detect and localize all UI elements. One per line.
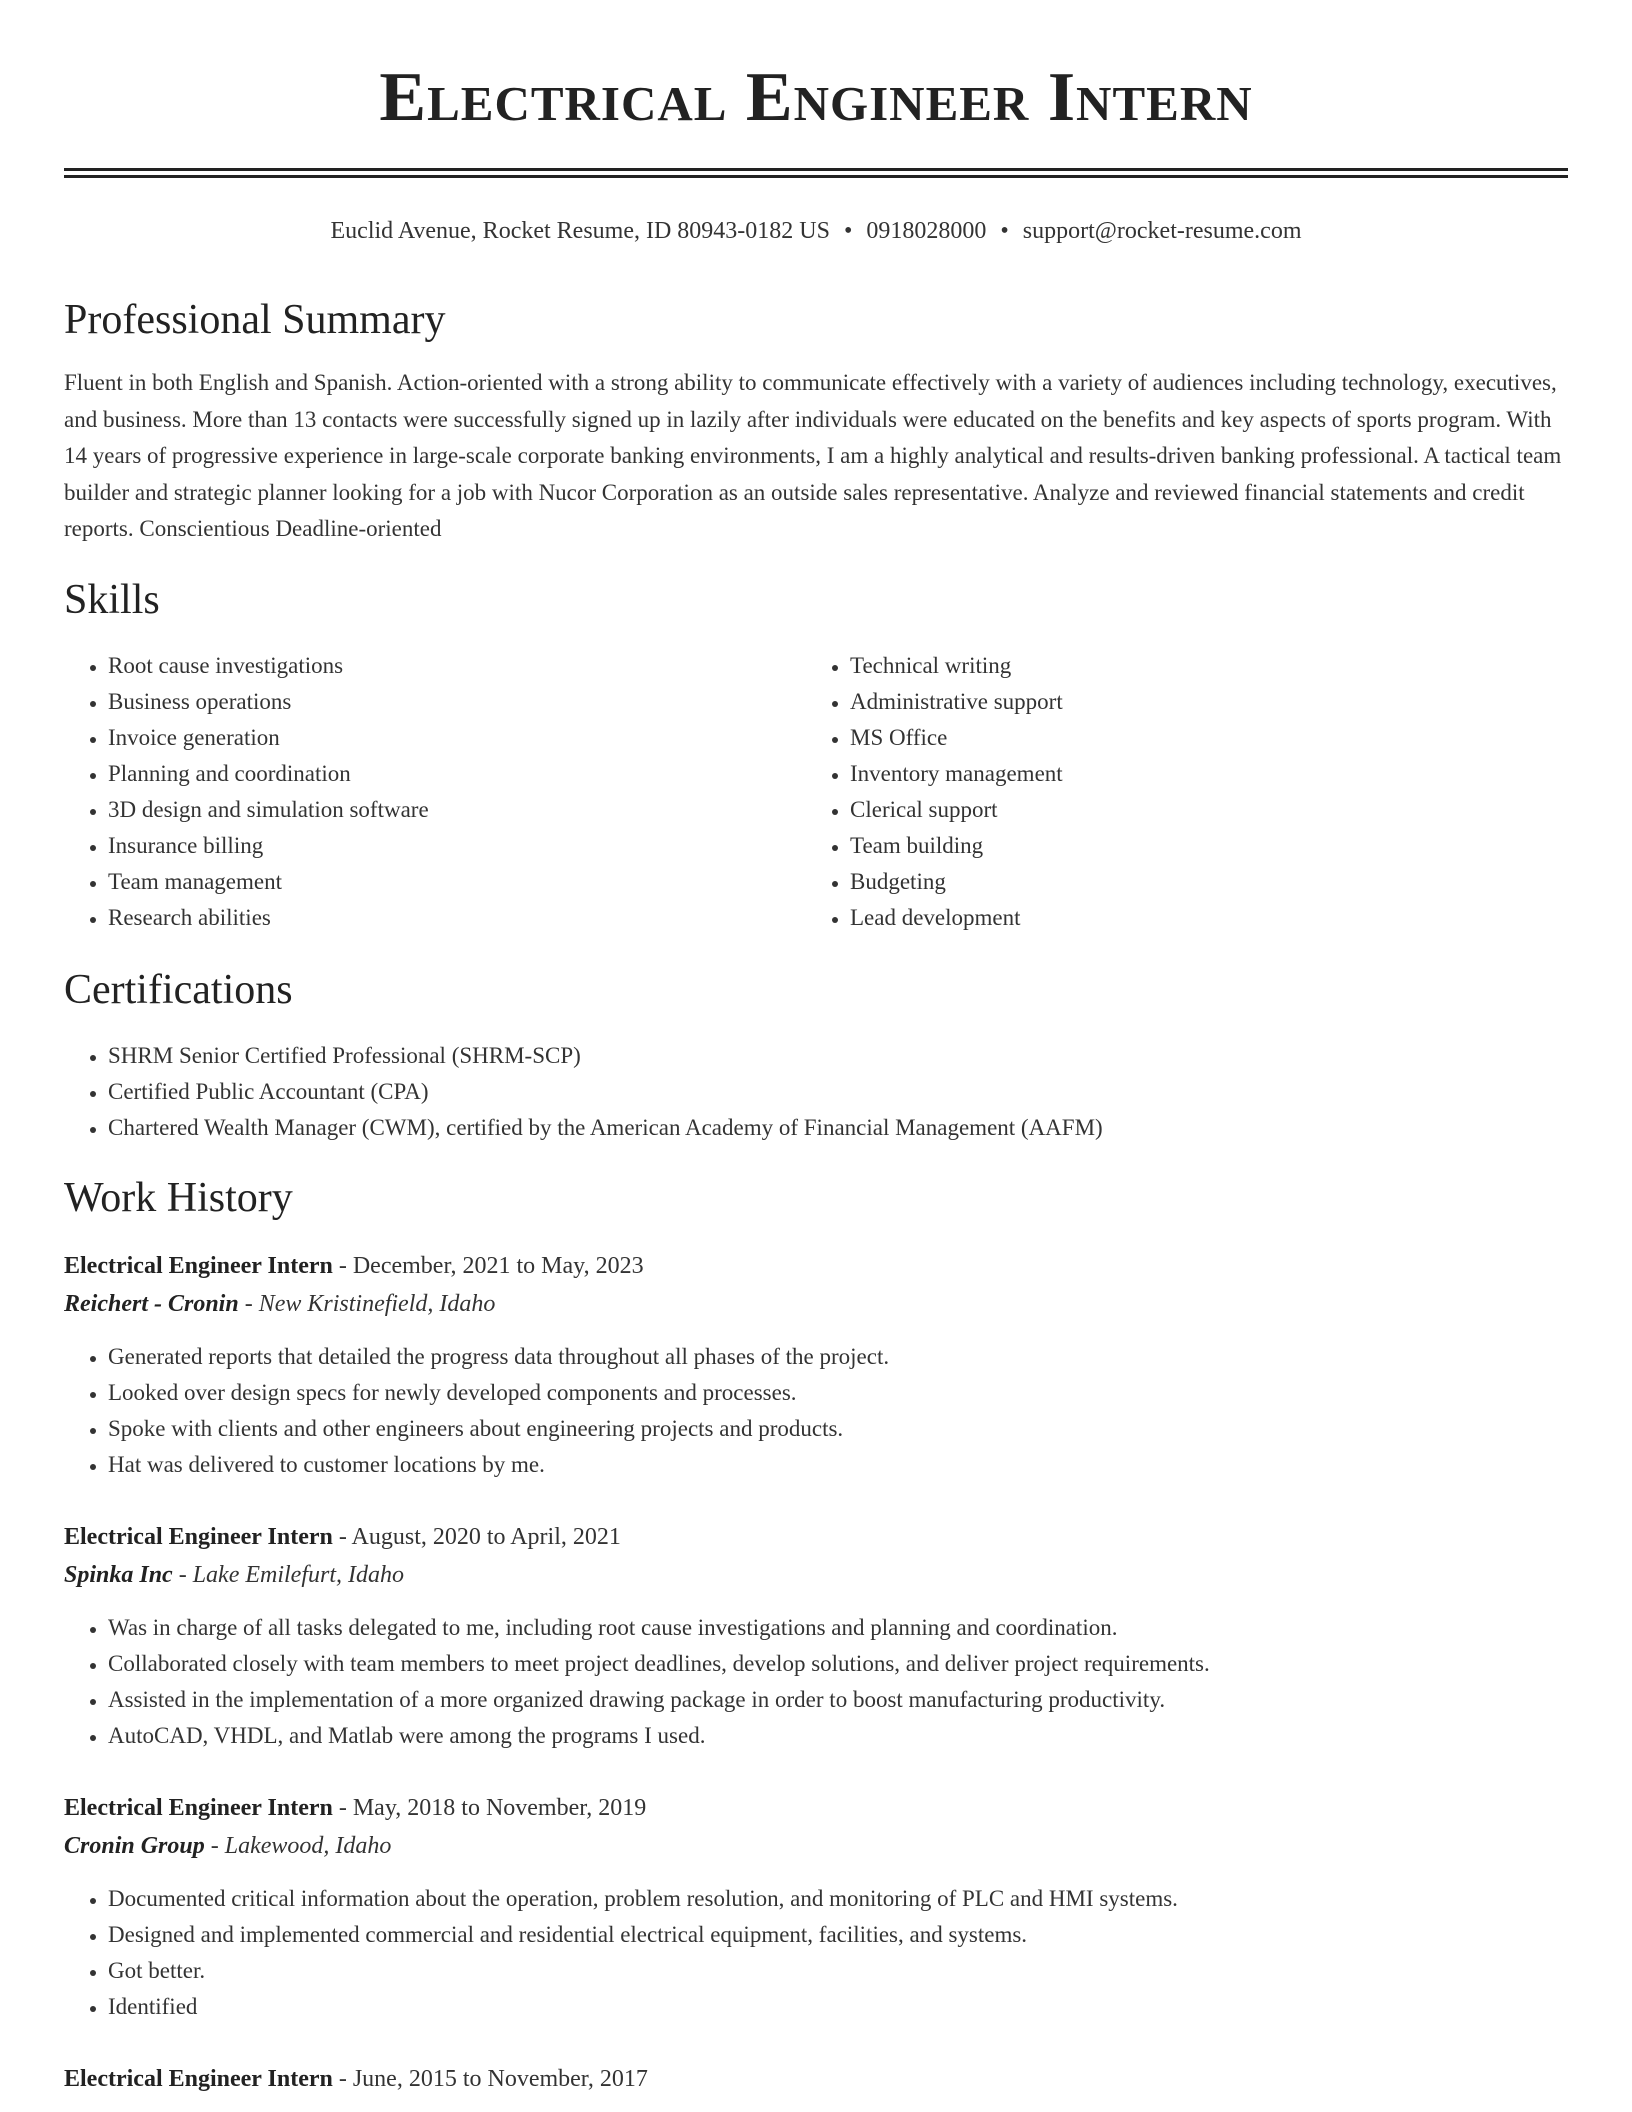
job-location: Lakewood, Idaho bbox=[224, 1833, 392, 1859]
skill-item: • Technical writing bbox=[850, 648, 1546, 684]
job-bullets bbox=[64, 1339, 1568, 1483]
job-bullet: • Identified bbox=[108, 1989, 1568, 2025]
job-title-line bbox=[64, 1247, 1568, 1285]
job-company-line bbox=[64, 1556, 1568, 1594]
skill-item: • Lead development bbox=[850, 900, 1546, 936]
job-company: Cronin Group bbox=[64, 1833, 205, 1859]
job-company-line bbox=[64, 1827, 1568, 1865]
resume-page bbox=[64, 0, 1568, 2092]
job-bullet: • Collaborated closely with team members to meet project deadlines, develop solutions, and deliver project requirements. bbox=[108, 1646, 1568, 1682]
work-history-heading: Work History bbox=[64, 1175, 293, 1221]
skill-item: • Administrative support bbox=[850, 684, 1546, 720]
skills-list-left bbox=[64, 648, 804, 936]
job-dash: - bbox=[332, 1524, 352, 1550]
contact-line bbox=[64, 214, 1568, 248]
job-dash: - bbox=[204, 1833, 225, 1859]
certifications-heading: Certifications bbox=[64, 967, 293, 1013]
job-dates: December, 2021 to May, 2023 bbox=[352, 1253, 644, 1279]
skill-item: • Invoice generation bbox=[108, 720, 804, 756]
job-company-line bbox=[64, 1285, 1568, 1323]
job-dash: - bbox=[332, 1795, 353, 1821]
job-role: Electrical Engineer Intern bbox=[64, 1524, 333, 1550]
job-dash: - bbox=[332, 2066, 353, 2092]
job-entry bbox=[64, 1518, 1568, 1754]
job-title-line bbox=[64, 2060, 1568, 2098]
job-bullet: • Documented critical information about the operation, problem resolution, and monitoring of PLC and HMI systems. bbox=[108, 1881, 1568, 1917]
job-dates: August, 2020 to April, 2021 bbox=[351, 1524, 621, 1550]
job-title-line bbox=[64, 1789, 1568, 1827]
contact-email: support@rocket-resume.com bbox=[1022, 218, 1302, 244]
job-entry bbox=[64, 1247, 1568, 1483]
resume-title: Electrical Engineer Intern bbox=[379, 59, 1253, 136]
skill-item: • MS Office bbox=[850, 720, 1546, 756]
skills-column-right bbox=[806, 648, 1546, 936]
skills-list-right bbox=[806, 648, 1546, 936]
skill-item: • Team building bbox=[850, 828, 1546, 864]
job-bullet: • Got better. bbox=[108, 1953, 1568, 1989]
job-bullet: • Generated reports that detailed the progress data throughout all phases of the project. bbox=[108, 1339, 1568, 1375]
job-entry bbox=[64, 1789, 1568, 2025]
skills-column-left bbox=[64, 648, 804, 936]
job-role: Electrical Engineer Intern bbox=[64, 1253, 333, 1279]
job-role: Electrical Engineer Intern bbox=[64, 1795, 333, 1821]
job-bullet: • Hat was delivered to customer locations by me. bbox=[108, 1447, 1568, 1483]
skill-item: • Budgeting bbox=[850, 864, 1546, 900]
job-title-line bbox=[64, 1518, 1568, 1556]
skill-item: • Insurance billing bbox=[108, 828, 804, 864]
job-dash: - bbox=[238, 1291, 259, 1317]
contact-separator: • bbox=[843, 218, 853, 244]
skill-item: • Root cause investigations bbox=[108, 648, 804, 684]
job-bullet: • Was in charge of all tasks delegated to me, including root cause investigations and planning and coordination. bbox=[108, 1610, 1568, 1646]
job-dash: - bbox=[172, 1562, 193, 1588]
job-bullet: • Spoke with clients and other engineers about engineering projects and products. bbox=[108, 1411, 1568, 1447]
certification-item: • SHRM Senior Certified Professional (SHRM-SCP) bbox=[108, 1038, 1568, 1074]
job-dates: May, 2018 to November, 2019 bbox=[352, 1795, 647, 1821]
contact-separator: • bbox=[1000, 218, 1009, 244]
summary-text: Fluent in both English and Spanish. Action-oriented with a strong ability to communicate effectively with a variety of audiences including technology, executives, and business. More than 13 contacts were successfully signed up in lazily after individuals were educated on the benefits and key aspects of sports program. With 14 years of progressive experience in large-scale corporate banking environments, I am a highly analytical and results-driven banking professional. A tactical team builder and strategic planner looking for a job with Nucor Corporation as an outside sales representative. Analyze and reviewed financial statements and credit reports. Conscientious Deadline-oriented bbox=[64, 370, 1562, 541]
skill-item: • Clerical support bbox=[850, 792, 1546, 828]
job-bullets bbox=[64, 1610, 1568, 1754]
job-company: Spinka Inc bbox=[64, 1562, 173, 1588]
job-location: New Kristinefield, Idaho bbox=[258, 1291, 496, 1317]
title-divider-bottom bbox=[64, 175, 1568, 178]
job-dates: June, 2015 to November, 2017 bbox=[352, 2066, 648, 2092]
skill-item: • Research abilities bbox=[108, 900, 804, 936]
skill-item: • Business operations bbox=[108, 684, 804, 720]
job-role: Electrical Engineer Intern bbox=[64, 2066, 333, 2092]
job-bullets bbox=[64, 1881, 1568, 2025]
skill-item: • 3D design and simulation software bbox=[108, 792, 804, 828]
job-location: Lake Emilefurt, Idaho bbox=[192, 1562, 405, 1588]
skills-heading: Skills bbox=[64, 577, 160, 623]
skill-item: • Planning and coordination bbox=[108, 756, 804, 792]
job-bullet: • AutoCAD, VHDL, and Matlab were among the programs I used. bbox=[108, 1718, 1568, 1754]
contact-phone: 0918028000 bbox=[866, 218, 987, 244]
job-company: Reichert - Cronin bbox=[64, 1291, 239, 1317]
job-entry bbox=[64, 2060, 1568, 2098]
title-divider-top bbox=[64, 168, 1568, 171]
skill-item: • Inventory management bbox=[850, 756, 1546, 792]
skill-item: • Team management bbox=[108, 864, 804, 900]
certifications-list bbox=[64, 1038, 1568, 1146]
job-bullet: • Designed and implemented commercial and residential electrical equipment, facilities, and systems. bbox=[108, 1917, 1568, 1953]
job-dash: - bbox=[332, 1253, 353, 1279]
certification-item: • Certified Public Accountant (CPA) bbox=[108, 1074, 1568, 1110]
job-bullet: • Assisted in the implementation of a more organized drawing package in order to boost manufacturing productivity. bbox=[108, 1682, 1568, 1718]
certification-item: • Chartered Wealth Manager (CWM), certified by the American Academy of Financial Management (AAFM) bbox=[108, 1110, 1568, 1146]
contact-address: Euclid Avenue, Rocket Resume, ID 80943-0182 US bbox=[330, 218, 830, 244]
summary-heading: Professional Summary bbox=[64, 297, 446, 343]
job-bullet: • Looked over design specs for newly developed components and processes. bbox=[108, 1375, 1568, 1411]
